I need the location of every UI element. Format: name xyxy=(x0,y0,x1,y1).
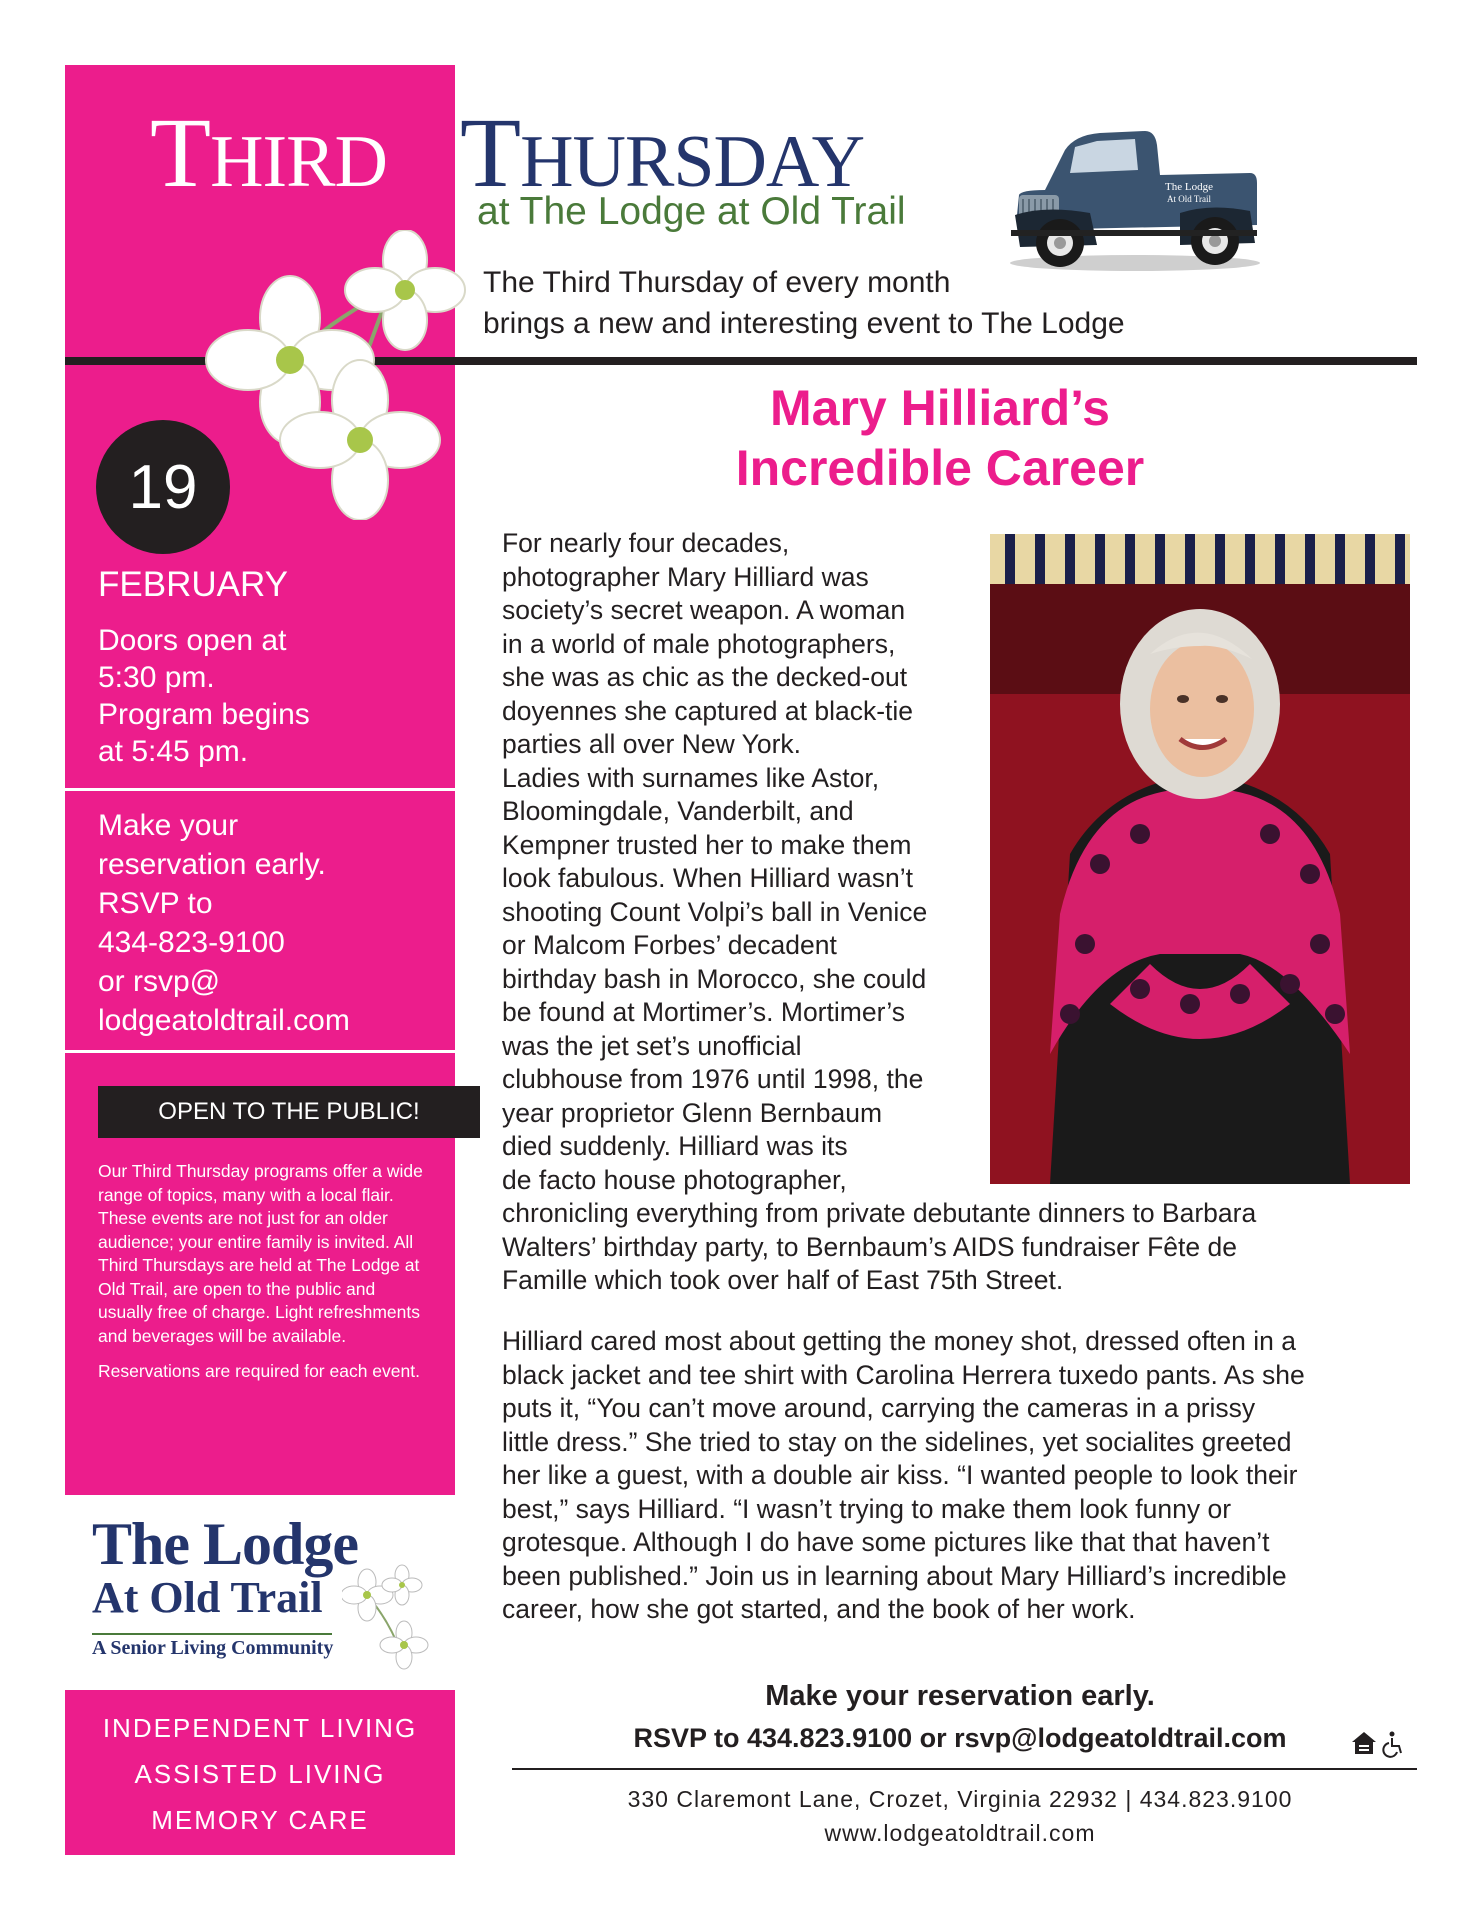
tagline-line: brings a new and interesting event to The Lodge xyxy=(483,307,1125,340)
body-line: or Malcom Forbes’ decadent xyxy=(502,930,837,960)
reservation-line: reservation early. xyxy=(98,848,326,881)
dogwood-flowers-illustration xyxy=(200,230,480,520)
reservation-email: lodgeatoldtrail.com xyxy=(98,1004,350,1037)
body-line: black jacket and tee shirt with Carolina Herrera tuxedo pants. As she xyxy=(502,1359,1305,1390)
headline-line: Incredible Career xyxy=(735,440,1145,496)
body-line: For nearly four decades, xyxy=(502,528,790,558)
event-time-line: 5:30 pm. xyxy=(98,661,215,694)
truck-illustration xyxy=(1005,95,1265,275)
truck-logo-line2: At Old Trail xyxy=(1167,194,1212,204)
body-line: was the jet set’s unofficial xyxy=(502,1030,802,1061)
body-line: Famille which took over half of East 75th Street. xyxy=(502,1265,1064,1295)
body-line: little dress.” She tried to stay on the sidelines, yet socialites greeted xyxy=(502,1426,1292,1457)
service-item: INDEPENDENT LIVING xyxy=(102,1713,418,1743)
program-blurb xyxy=(98,1160,433,1384)
date-day-badge: 19 xyxy=(96,420,230,554)
body-line: Kempner trusted her to make them xyxy=(502,829,912,860)
blurb-paragraph: Reservations are required for each event. xyxy=(98,1361,420,1381)
tagline xyxy=(483,262,1125,344)
blurb-paragraph: Our Third Thursday programs offer a wide range of topics, many with a local flair. These events are not just for an older audience; your entire family is invited. All Third Thursdays are held at The Lodge at Old Trail, are open to the public and usually free of charge. Light refreshments and beverages will be available. xyxy=(98,1161,423,1346)
reservation-line: RSVP to xyxy=(98,887,213,920)
body-line: clubhouse from 1976 until 1998, the xyxy=(502,1064,924,1094)
body-line: doyennes she captured at black-tie xyxy=(502,695,914,726)
logo-tagline: A Senior Living Community xyxy=(92,1637,334,1659)
article-body-wide-2 xyxy=(502,1325,1417,1627)
article-headline xyxy=(640,378,1240,498)
body-line: Hilliard cared most about getting the money shot, dressed often in a xyxy=(502,1326,1296,1356)
event-time-line: Doors open at xyxy=(98,624,287,657)
body-line: Walters’ birthday party, to Bernbaum’s AIDS fundraiser Fête de xyxy=(502,1231,1237,1262)
body-line: puts it, “You can’t move around, carrying the cameras in a prissy xyxy=(502,1393,1256,1423)
tagline-line: The Third Thursday of every month xyxy=(483,266,951,299)
event-time-line: at 5:45 pm. xyxy=(98,735,249,768)
accessibility-icon xyxy=(1383,1732,1401,1757)
truck-logo-line1: The Lodge xyxy=(1165,181,1213,193)
reservation-phone: 434-823-9100 xyxy=(98,926,285,959)
flower-top xyxy=(345,230,465,350)
body-line: career, how she got started, and the book of her work. xyxy=(502,1594,1136,1624)
body-line: grotesque. Although I do have some pictures like that that haven’t xyxy=(502,1527,1270,1557)
body-line: look fabulous. When Hilliard wasn’t xyxy=(502,863,913,893)
event-times xyxy=(98,622,428,770)
title-thursday: THURSDAY xyxy=(460,97,865,208)
body-line: Ladies with surnames like Astor, xyxy=(502,762,880,793)
body-line: died suddenly. Hilliard was its xyxy=(502,1131,848,1161)
body-line: Bloomingdale, Vanderbilt, and xyxy=(502,796,854,826)
body-line: society’s secret weapon. A woman xyxy=(502,595,906,625)
body-line: best,” says Hilliard. “I wasn’t trying to make them look funny or xyxy=(502,1493,1232,1524)
body-line: parties all over New York. xyxy=(502,729,802,759)
body-line: chronicling everything from private debutante dinners to Barbara xyxy=(502,1198,1257,1228)
date-month: FEBRUARY xyxy=(98,565,288,604)
body-line: photographer Mary Hilliard was xyxy=(502,561,869,592)
sidebar-divider xyxy=(65,788,455,791)
logo-rule xyxy=(92,1633,332,1635)
body-line: year proprietor Glenn Bernbaum xyxy=(502,1097,883,1128)
body-line: birthday bash in Morocco, she could xyxy=(502,963,927,994)
event-time-line: Program begins xyxy=(98,698,310,731)
lodge-logo xyxy=(92,1510,432,1670)
footer-rule xyxy=(512,1768,1417,1770)
open-to-public-badge: OPEN TO THE PUBLIC! xyxy=(98,1086,480,1138)
equal-housing-accessibility-icons xyxy=(1348,1728,1408,1758)
body-line: de facto house photographer, xyxy=(502,1164,847,1195)
service-item: MEMORY CARE xyxy=(151,1805,369,1835)
body-line: been published.” Join us in learning about Mary Hilliard’s incredible xyxy=(502,1560,1287,1591)
cta-rsvp: RSVP to 434.823.9100 or rsvp@lodgeatoldtrail.com xyxy=(633,1723,1287,1753)
title-third: THIRD xyxy=(150,97,387,208)
reservation-line: or rsvp@ xyxy=(98,965,221,998)
subtitle: at The Lodge at Old Trail xyxy=(477,190,906,233)
sidebar-divider xyxy=(65,1050,455,1053)
services-list xyxy=(65,1705,455,1843)
body-line: her like a guest, with a double air kiss. “I wanted people to look their xyxy=(502,1460,1298,1490)
footer-address: 330 Claremont Lane, Crozet, Virginia 22932 | 434.823.9100 xyxy=(627,1786,1293,1812)
logo-subname: At Old Trail xyxy=(92,1573,323,1622)
equal-housing-icon xyxy=(1352,1732,1376,1754)
logo-flowers-icon xyxy=(342,1560,437,1670)
article-body-narrow xyxy=(502,527,982,1197)
article-body-wide-1 xyxy=(502,1197,1417,1298)
cta-reserve: Make your reservation early. xyxy=(765,1680,1155,1712)
body-line: shooting Count Volpi’s ball in Venice xyxy=(502,896,928,927)
service-item: ASSISTED LIVING xyxy=(134,1759,386,1789)
body-line: be found at Mortimer’s. Mortimer’s xyxy=(502,997,906,1027)
body-line: in a world of male photographers, xyxy=(502,628,896,659)
body-line: she was as chic as the decked-out xyxy=(502,662,908,692)
footer-website: www.lodgeatoldtrail.com xyxy=(824,1820,1096,1846)
reservation-info xyxy=(98,806,448,1040)
reservation-line: Make your xyxy=(98,809,239,842)
portrait-photo xyxy=(990,534,1410,1184)
headline-line: Mary Hilliard’s xyxy=(770,380,1110,436)
logo-name: The Lodge xyxy=(92,1511,359,1577)
